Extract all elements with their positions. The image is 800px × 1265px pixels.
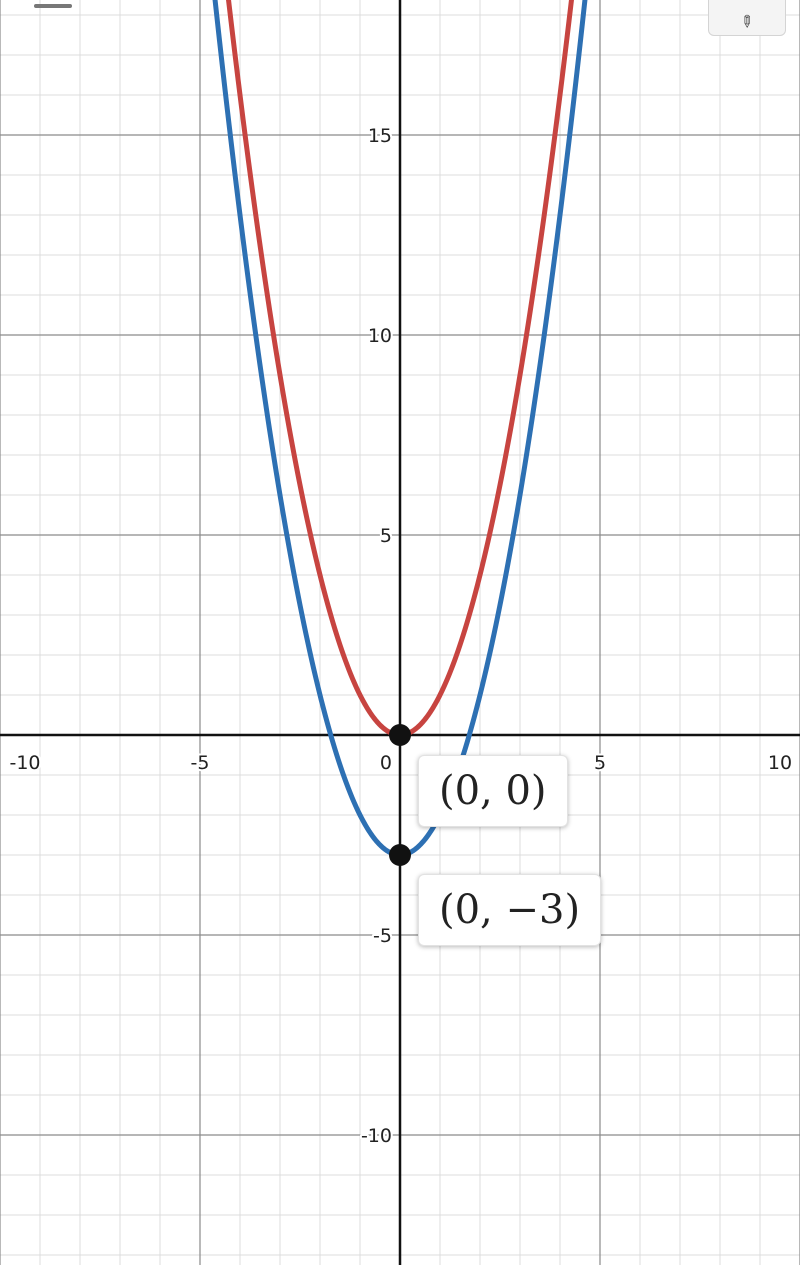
x-tick-label: 0: [379, 752, 392, 774]
x-tick-label: -10: [9, 752, 41, 774]
y-tick-label: 5: [379, 525, 392, 547]
pencil-icon: ✎: [735, 10, 759, 33]
point-label-vertex[interactable]: (0, −3): [418, 874, 601, 946]
y-tick-label: -10: [360, 1125, 392, 1147]
x-tick-label: 10: [767, 752, 793, 774]
y-tick-label: -5: [373, 925, 392, 947]
edit-button[interactable]: [708, 0, 786, 36]
point-marker-1: [389, 844, 411, 866]
x-tick-label: -5: [190, 752, 210, 774]
x-tick-label: 5: [593, 752, 607, 774]
collapse-icon[interactable]: [34, 4, 72, 8]
point-label-origin[interactable]: (0, 0): [418, 755, 568, 827]
y-tick-label: 15: [367, 125, 392, 147]
point-marker-0: [389, 724, 411, 746]
y-tick-label: 10: [367, 325, 392, 347]
